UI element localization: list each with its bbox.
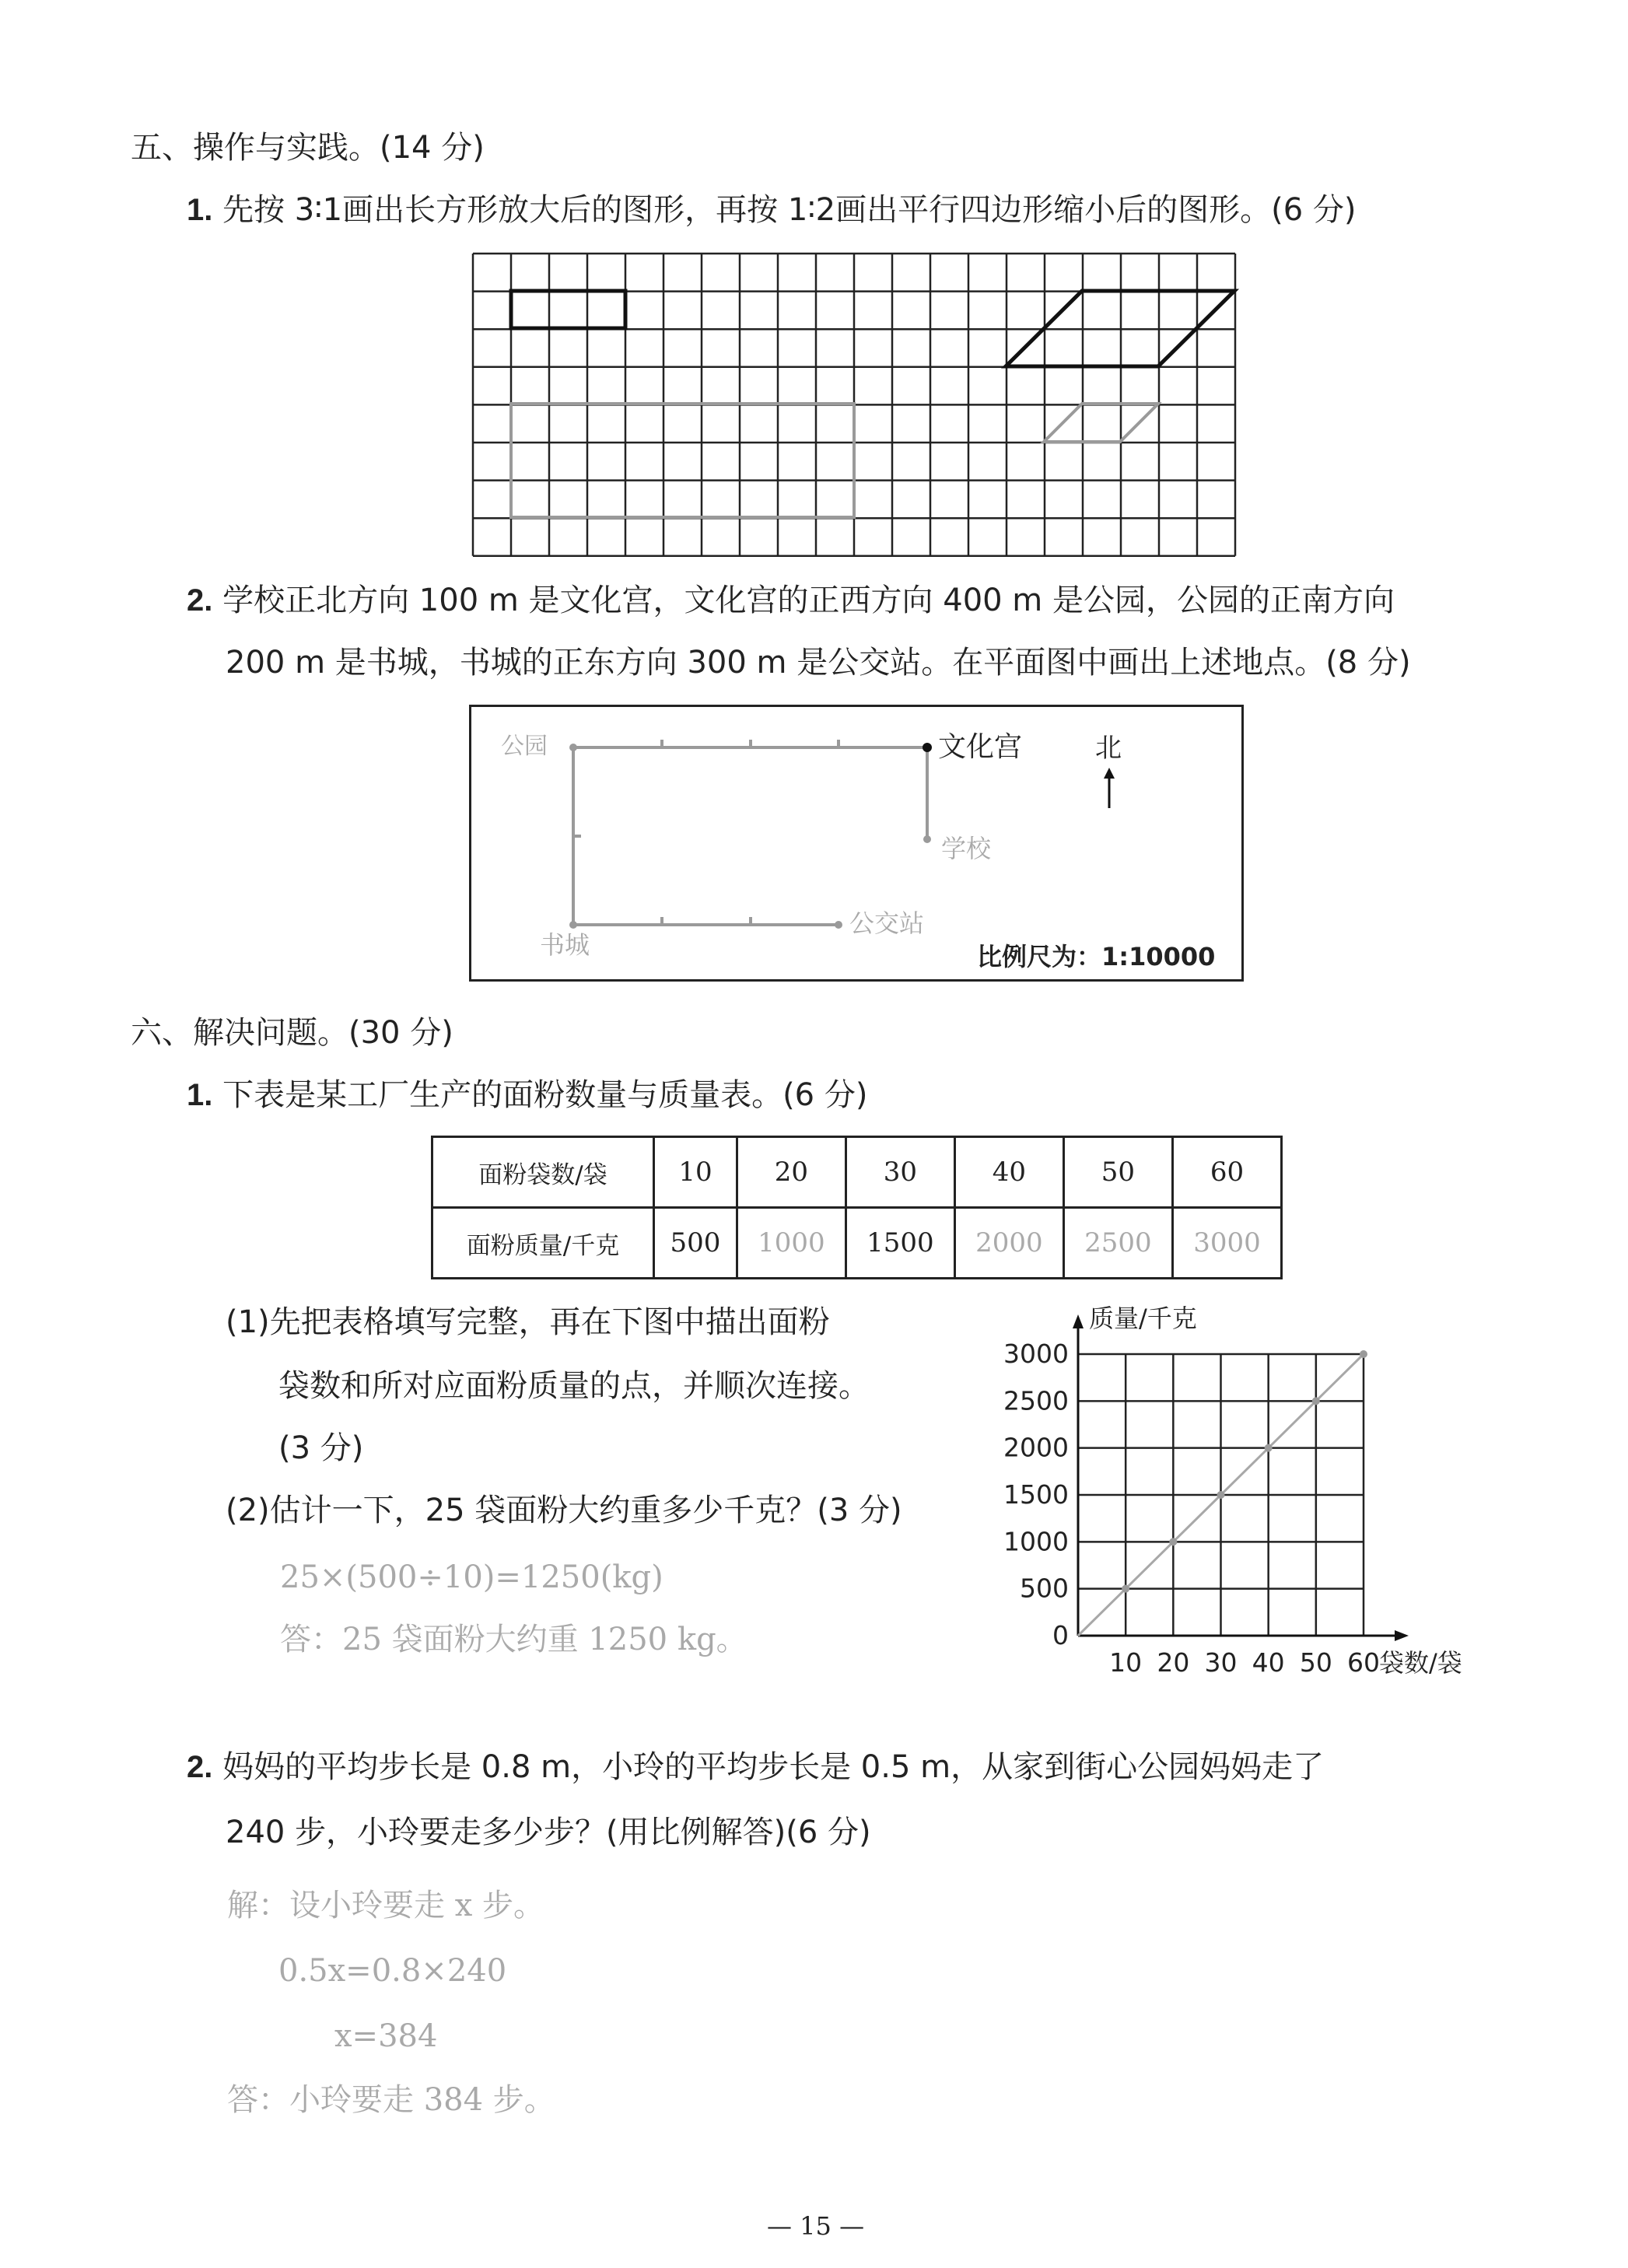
north-arrowhead-icon [1104,768,1115,779]
map-label-culture-palace: 文化宫 [938,731,1023,763]
map-label-park: 公园 [501,733,548,760]
map-box [469,705,1244,982]
question-2 [187,1749,1325,1785]
data-point [1265,1444,1273,1452]
question-number: 1. [187,1078,213,1112]
park-point [569,744,577,751]
x-tick-label: 20 [1157,1647,1190,1678]
data-point [1169,1538,1177,1545]
table-cell: 50 [1063,1137,1172,1208]
y-axis-arrow-icon [1073,1314,1084,1328]
solution-line: x=384 [334,2018,438,2054]
question-2-line2: 200 m 是书城，书城的正东方向 300 m 是公交站。在平面图中画出上述地点。(8 分) [226,645,1411,681]
data-point [1217,1491,1225,1499]
table-row [432,1137,1282,1208]
row-header: 面粉质量/千克 [432,1208,654,1279]
table-cell: 2000 [954,1208,1063,1279]
data-point [1122,1585,1129,1593]
y-tick-label: 0 [1052,1620,1069,1650]
question-text: 先按 3∶1画出长方形放大后的图形，再按 1∶2画出平行四边形缩小后的图形。(6 分) [222,192,1357,228]
map-scale: 比例尺为：1:10000 [977,942,1216,971]
table-cell: 40 [954,1137,1063,1208]
table-row [432,1208,1282,1279]
answer-line1: 25×(500÷10)=1250(kg) [280,1559,663,1595]
school-point [923,835,931,843]
map-label-bookstore: 书城 [540,930,590,960]
y-tick-label: 3000 [1003,1339,1069,1369]
table-cell: 3000 [1172,1208,1281,1279]
solution-line: 答：小玲要走 384 步。 [227,2082,555,2118]
table-cell: 10 [654,1137,737,1208]
culture-palace-point [923,743,932,752]
question-text-line1: 学校正北方向 100 m 是文化宫，文化宫的正西方向 400 m 是公园，公园的正南方向 [222,583,1395,618]
map-label-north: 北 [1095,733,1122,764]
sub-question-1-line3: (3 分) [278,1430,364,1466]
table-cell: 500 [654,1208,737,1279]
enlarged-rectangle [511,404,854,517]
x-axis-arrow-icon [1395,1630,1409,1641]
table-cell: 60 [1172,1137,1281,1208]
flour-chart [980,1291,1493,1696]
row-header: 面粉袋数/袋 [432,1137,654,1208]
sub-question-1-line2: 袋数和所对应面粉质量的点，并顺次连接。 [278,1368,870,1404]
question-1 [187,194,1357,226]
table-cell: 20 [737,1137,846,1208]
x-tick-label: 50 [1299,1647,1332,1678]
answer-line2: 答：25 袋面粉大约重 1250 kg。 [280,1622,747,1657]
question-number: 2. [187,583,213,618]
y-tick-label: 2500 [1003,1385,1069,1416]
page-number: — 15 — [767,2211,865,2241]
x-tick-label: 30 [1204,1647,1238,1678]
sub-question-1-line1: (1)先把表格填写完整，再在下图中描出面粉 [226,1304,830,1340]
bookstore-point [569,921,577,929]
data-point [1312,1397,1320,1405]
reduced-parallelogram [1044,404,1158,442]
y-tick-label: 500 [1020,1573,1069,1604]
map-label-school: 学校 [941,834,992,863]
table-cell: 2500 [1063,1208,1172,1279]
question-number: 1. [187,193,213,227]
question-number: 2. [187,1750,213,1784]
route-path [573,740,927,925]
flour-table [431,1136,1283,1279]
y-tick-label: 1000 [1003,1526,1069,1557]
y-tick-label: 2000 [1003,1432,1069,1463]
x-tick-label: 40 [1252,1647,1285,1678]
table-cell: 1000 [737,1208,846,1279]
x-tick-label: 10 [1109,1647,1143,1678]
drawing-grid [467,249,1245,560]
bus-station-point [835,921,842,929]
solution-line: 解：设小玲要走 x 步。 [227,1888,544,1923]
x-tick-label: 60 [1347,1647,1380,1678]
question-2 [187,585,1395,616]
solution-line: 0.5x=0.8×240 [278,1953,507,1989]
data-point [1360,1350,1367,1358]
map-label-bus-station: 公交站 [849,908,925,938]
original-rectangle [511,291,625,328]
table-cell: 1500 [846,1208,954,1279]
question-text-line1: 妈妈的平均步长是 0.8 m，小玲的平均步长是 0.5 m，从家到街心公园妈妈走了 [222,1749,1325,1785]
question-1 [187,1077,868,1113]
y-tick-label: 1500 [1003,1479,1069,1510]
y-axis-label: 质量/千克 [1089,1304,1197,1333]
section5-title: 五、操作与实践。(14 分) [131,130,485,166]
question-2-line2: 240 步，小玲要走多少步？(用比例解答)(6 分) [226,1815,871,1850]
table-cell: 30 [846,1137,954,1208]
section6-title: 六、解决问题。(30 分) [131,1015,453,1051]
sub-question-2: (2)估计一下，25 袋面粉大约重多少千克？(3 分) [226,1493,902,1528]
x-axis-label: 袋数/袋 [1379,1648,1462,1678]
question-text: 下表是某工厂生产的面粉数量与质量表。(6 分) [222,1077,868,1113]
